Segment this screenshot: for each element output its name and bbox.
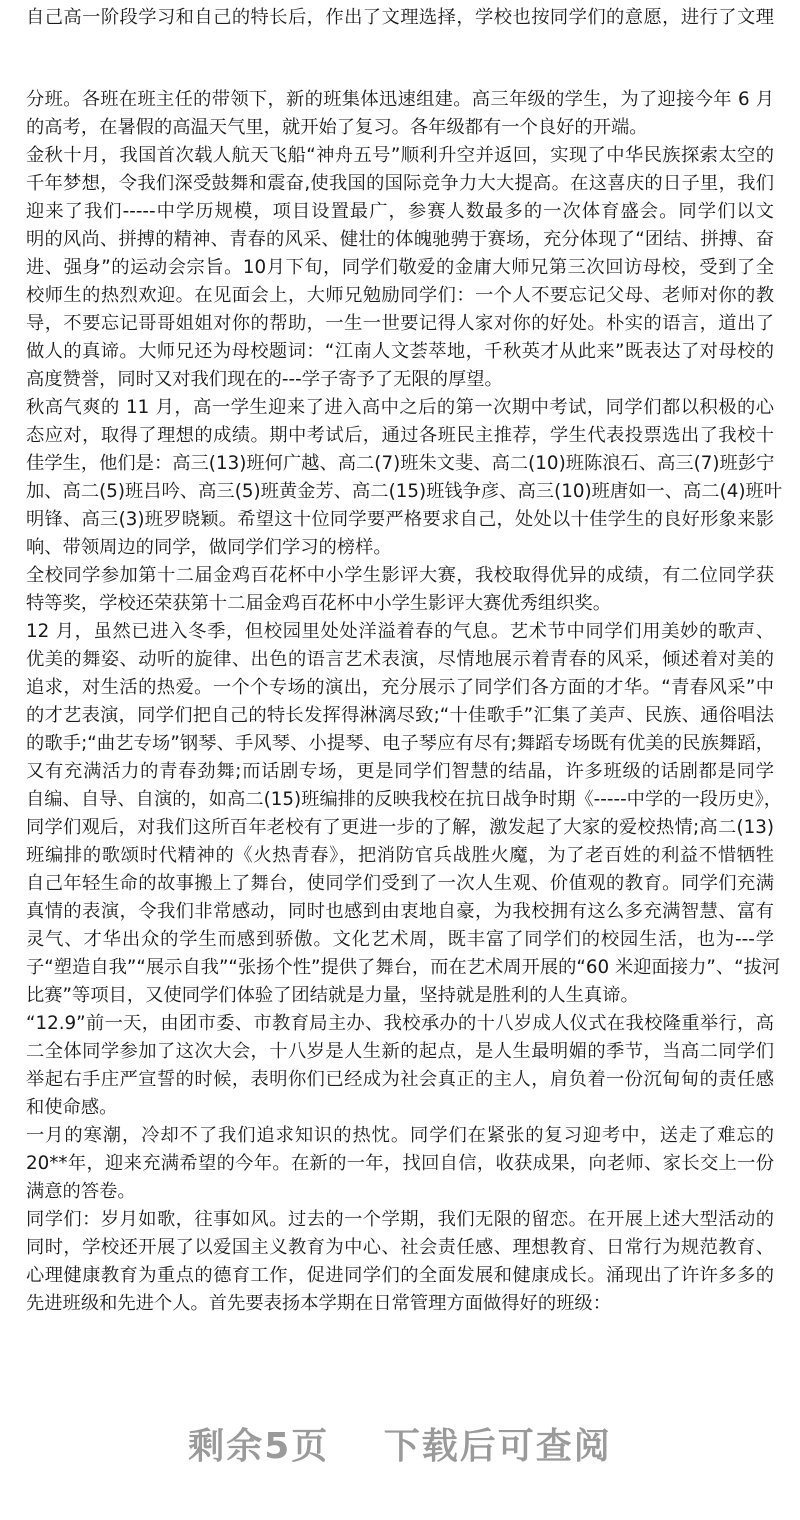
paragraph-line: 全校同学参加第十二届金鸡百花杯中小学生影评大赛，我校取得优异的成绩，有二位同学获 bbox=[26, 565, 774, 586]
paragraph-line: 同学们：岁月如歌，往事如风。过去的一个学期，我们无限的留恋。在开展上述大型活动的 bbox=[26, 1209, 774, 1230]
paragraph-line: 分班。各班在班主任的带领下，新的班集体迅速组建。高三年级的学生，为了迎接今年 6 月 bbox=[26, 89, 774, 110]
paragraph bbox=[0, 1206, 800, 1318]
paragraph bbox=[0, 1010, 800, 1122]
paragraph-line: 追求，对生活的热爱。一个个专场的演出，充分展示了同学们各方面的才华。“青春风采”中 bbox=[26, 677, 774, 698]
paragraph-line: 态应对，取得了理想的成绩。期中考试后，通过各班民主推荐，学生代表投票选出了我校十 bbox=[26, 425, 774, 446]
paragraph-line: 真情的表演，令我们非常感动，同时也感到由衷地自豪，为我校拥有这么多充满智慧、富有 bbox=[26, 901, 774, 922]
paragraph-line: 12 月，虽然已进入冬季，但校园里处处洋溢着春的气息。艺术节中同学们用美妙的歌声、 bbox=[26, 621, 774, 642]
paragraph-line: 高度赞誉，同时又对我们现在的---学子寄予了无限的厚望。 bbox=[26, 369, 503, 390]
paragraph-line: 同时，学校还开展了以爱国主义教育为中心、社会责任感、理想教育、日常行为规范教育、 bbox=[26, 1237, 774, 1258]
paragraph-line: 比赛”等项目，又使同学们体验了团结就是力量，坚持就是胜利的人生真谛。 bbox=[26, 985, 639, 1006]
paragraph bbox=[0, 86, 800, 142]
paragraph bbox=[0, 562, 800, 618]
paragraph-line: 自己年轻生命的故事搬上了舞台，使同学们受到了一次人生观、价值观的教育。同学们充满 bbox=[26, 873, 774, 894]
paragraph bbox=[0, 618, 800, 1010]
paragraph-line: 同学们观后，对我们这所百年老校有了更进一步的了解，激发起了大家的爱校热情;高二(13) bbox=[26, 817, 774, 838]
paragraph-line: 20**年，迎来充满希望的今年。在新的一年，找回自信，收获成果，向老师、家长交上一份 bbox=[26, 1153, 774, 1174]
paragraph-line: 的歌手;“曲艺专场”钢琴、手风琴、小提琴、电子琴应有尽有;舞蹈专场既有优美的民族舞蹈， bbox=[26, 733, 774, 754]
paragraph-line: 和使命感。 bbox=[26, 1097, 118, 1118]
paragraph-line: 秋高气爽的 11 月，高一学生迎来了进入高中之后的第一次期中考试，同学们都以积极的心 bbox=[26, 397, 774, 418]
paragraph-line: 自编、自导、自演的，如高二(15)班编排的反映我校在抗日战争时期《-----中学的一段历史》， bbox=[26, 789, 783, 810]
paragraph-line: 的才艺表演，同学们把自己的特长发挥得淋漓尽致;“十佳歌手”汇集了美声、民族、通俗唱法 bbox=[26, 705, 774, 726]
paragraph-line: 满意的答卷。 bbox=[26, 1181, 136, 1202]
paragraph-line: 校师生的热烈欢迎。在见面会上，大师兄勉励同学们：一个人不要忘记父母、老师对你的教 bbox=[26, 285, 774, 306]
paragraph-line: 举起右手庄严宣誓的时候，表明你们已经成为社会真正的主人，肩负着一份沉甸甸的责任感 bbox=[26, 1069, 774, 1090]
paragraph-line: 一月的寒潮，冷却不了我们追求知识的热忱。同学们在紧张的复习迎考中，送走了难忘的 bbox=[26, 1125, 774, 1146]
paragraph-line: 进、强身”的运动会宗旨。10月下旬，同学们敬爱的金庸大师兄第三次回访母校，受到了全 bbox=[26, 257, 774, 278]
paragraph-line: 子“塑造自我”“展示自我”“张扬个性”提供了舞台，而在艺术周开展的“60 米迎面接力”、“拔河 bbox=[26, 957, 781, 978]
remaining-pages-text: 剩余5页 bbox=[188, 1426, 330, 1467]
paragraph-line: 的高考，在暑假的高温天气里，就开始了复习。各年级都有一个良好的开端。 bbox=[26, 117, 648, 138]
paragraph-line: 优美的舞姿、动听的旋律、出色的语言艺术表演，尽情地展示着青春的风采，倾述着对美的 bbox=[26, 649, 774, 670]
paragraph-line: “12.9”前一天，由团市委、市教育局主办、我校承办的十八岁成人仪式在我校隆重举行，高 bbox=[26, 1013, 774, 1034]
paragraph-line: 千年梦想，令我们深受鼓舞和震奋,使我国的国际竞争力大大提高。在这喜庆的日子里，我们 bbox=[26, 173, 774, 194]
paragraph-line: 特等奖，学校还荣获第十二届金鸡百花杯中小学生影评大赛优秀组织奖。 bbox=[26, 593, 611, 614]
paragraph bbox=[0, 142, 800, 394]
paragraph-line: 导，不要忘记哥哥姐姐对你的帮助，一生一世要记得人家对你的好处。朴实的语言，道出了 bbox=[26, 313, 774, 334]
document-line: 自己高一阶段学习和自己的特长后，作出了文理选择，学校也按同学们的意愿，进行了文理 bbox=[26, 7, 774, 28]
paragraph-line: 响、带领周边的同学，做同学们学习的榜样。 bbox=[26, 537, 392, 558]
paragraph-line: 做人的真谛。大师兄还为母校题词：“江南人文荟萃地，千秋英才从此来”既表达了对母校的 bbox=[26, 341, 774, 362]
paragraph-line: 先进班级和先进个人。首先要表扬本学期在日常管理方面做得好的班级： bbox=[26, 1293, 611, 1314]
paragraph-line: 明锋、高三(3)班罗晓颖。希望这十位同学要严格要求自己，处处以十佳学生的良好形象来影 bbox=[26, 509, 774, 530]
paragraph-line: 加、高二(5)班吕吟、高三(5)班黄金芳、高二(15)班钱争彦、高三(10)班唐如一、高二(4)班叶 bbox=[26, 481, 783, 502]
paragraph-line: 心理健康教育为重点的德育工作，促进同学们的全面发展和健康成长。涌现出了许许多多的 bbox=[26, 1265, 774, 1286]
document-body bbox=[0, 86, 800, 1318]
paragraph-line: 金秋十月，我国首次载人航天飞船“神舟五号”顺利升空并返回，实现了中华民族探索太空的 bbox=[26, 145, 774, 166]
preview-limit-banner bbox=[0, 1418, 800, 1469]
paragraph-line: 明的风尚、拼搏的精神、青春的风采、健壮的体魄驰骋于赛场，充分体现了“团结、拼搏、奋 bbox=[26, 229, 774, 250]
paragraph-line: 班编排的歌颂时代精神的《火热青春》，把消防官兵战胜火魔，为了老百姓的利益不惜牺牲 bbox=[26, 845, 774, 866]
paragraph-line: 迎来了我们-----中学历规模，项目设置最广，参赛人数最多的一次体育盛会。同学们以文 bbox=[26, 201, 774, 222]
paragraph-line: 又有充满活力的青春劲舞;而话剧专场，更是同学们智慧的结晶，许多班级的话剧都是同学 bbox=[26, 761, 774, 782]
paragraph bbox=[0, 1122, 800, 1206]
paragraph-line: 佳学生，他们是：高三(13)班何广越、高二(7)班朱文斐、高二(10)班陈浪石、高三(7)班彭宁 bbox=[26, 453, 775, 474]
download-to-view-text[interactable]: 下载后可查阅 bbox=[383, 1426, 612, 1467]
paragraph-line: 二全体同学参加了这次大会，十八岁是人生新的起点，是人生最明媚的季节，当高二同学们 bbox=[26, 1041, 774, 1062]
paragraph bbox=[0, 394, 800, 562]
paragraph-line: 灵气、才华出众的学生而感到骄傲。文化艺术周，既丰富了同学们的校园生活，也为---学 bbox=[26, 929, 774, 950]
